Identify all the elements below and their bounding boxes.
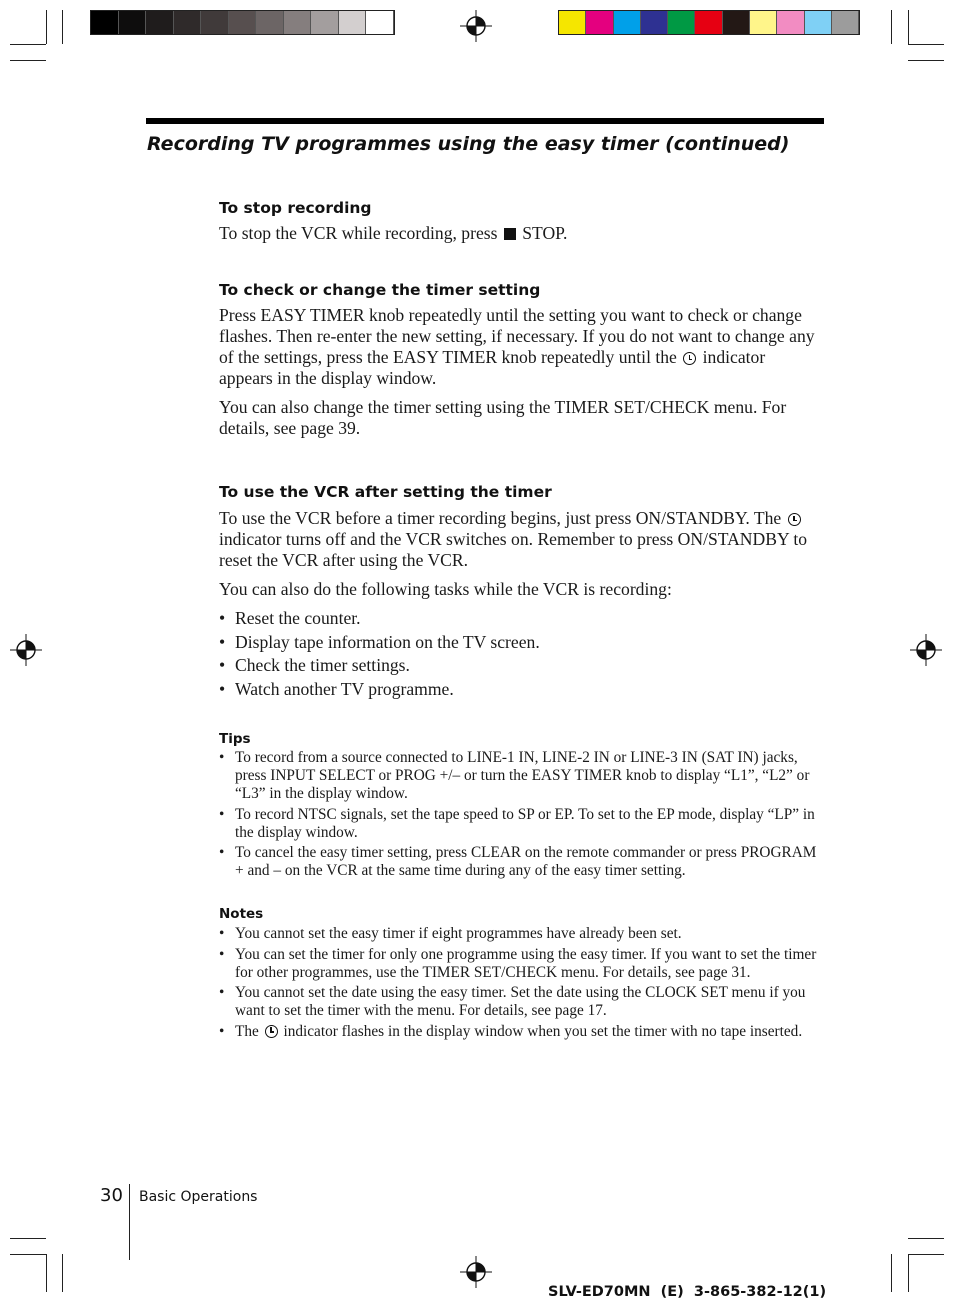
clock-icon bbox=[788, 513, 801, 526]
list-item: • To record NTSC signals, set the tape speed to SP or EP. To set to the EP mode, display “LP” in the display window. bbox=[219, 806, 825, 842]
crop-mark bbox=[10, 44, 46, 45]
use-vcr-paragraph-1 bbox=[219, 508, 819, 571]
list-item: • To record from a source connected to LINE-1 IN, LINE-2 IN or LINE-3 IN (SAT IN) jacks, press INPUT SELECT or PROG +/– or turn the EASY TIMER knob to display “L1”, “L2” or “L3” in the display window. bbox=[219, 749, 825, 803]
color-calibration-bar bbox=[558, 10, 860, 35]
stop-text-after: STOP. bbox=[522, 223, 568, 243]
notes-list bbox=[219, 925, 825, 1041]
color-swatch bbox=[586, 11, 613, 34]
list-item: • To cancel the easy timer setting, press CLEAR on the remote commander or press PROGRAM + and – on the VCR at the same time during any of the easy timer setting. bbox=[219, 844, 825, 880]
color-swatch bbox=[777, 11, 804, 34]
use-vcr-bullet-list bbox=[219, 607, 819, 701]
section-title: Recording TV programmes using the easy timer (continued) bbox=[147, 133, 790, 155]
check-para1-before: Press EASY TIMER knob repeatedly until the setting you want to check or change flashes. Then re-enter the new setting, if necessary. If you do not want to change any of the settings, press the EASY TIMER knob repeatedly until the bbox=[219, 305, 815, 367]
check-para1-after: indicator appears in the display window. bbox=[219, 347, 766, 388]
footer-divider bbox=[129, 1184, 130, 1260]
model-code: SLV-ED70MN (E) 3-865-382-12(1) bbox=[548, 1284, 827, 1300]
crop-mark bbox=[10, 60, 46, 61]
color-swatch bbox=[119, 11, 147, 34]
registration-target-icon bbox=[460, 1256, 492, 1288]
registration-target-icon bbox=[460, 10, 492, 42]
clock-icon bbox=[265, 1025, 278, 1038]
stop-heading: To stop recording bbox=[219, 199, 372, 217]
tips-heading: Tips bbox=[219, 731, 251, 747]
crop-mark bbox=[908, 1254, 909, 1292]
notes-last-before: The bbox=[235, 1022, 259, 1040]
notes-last-after: indicator flashes in the display window when you set the timer with no tape inserted. bbox=[283, 1022, 803, 1040]
gray-calibration-bar bbox=[90, 10, 395, 35]
use-vcr-para1-after: indicator turns off and the VCR switches on. Remember to press ON/STANDBY to reset the VCR after using the VCR. bbox=[219, 529, 808, 570]
color-swatch bbox=[832, 11, 859, 34]
color-swatch bbox=[614, 11, 641, 34]
stop-section bbox=[219, 199, 819, 244]
color-swatch bbox=[284, 11, 312, 34]
crop-mark bbox=[62, 1254, 63, 1292]
clock-icon bbox=[683, 352, 696, 365]
list-item: • Watch another TV programme. bbox=[219, 678, 819, 702]
color-swatch bbox=[366, 11, 394, 34]
color-swatch bbox=[256, 11, 284, 34]
crop-mark bbox=[891, 1254, 892, 1292]
crop-mark bbox=[46, 10, 47, 44]
footer-section-name: Basic Operations bbox=[139, 1189, 258, 1205]
tips-list bbox=[219, 749, 825, 880]
use-vcr-heading: To use the VCR after setting the timer bbox=[219, 483, 552, 501]
use-vcr-para1-before: To use the VCR before a timer recording begins, just press ON/STANDBY. The bbox=[219, 508, 782, 528]
stop-square-icon bbox=[504, 228, 516, 240]
color-swatch bbox=[695, 11, 722, 34]
color-swatch bbox=[750, 11, 777, 34]
color-swatch bbox=[559, 11, 586, 34]
color-swatch bbox=[311, 11, 339, 34]
crop-mark bbox=[908, 1254, 944, 1255]
check-paragraph-2: You can also change the timer setting using the TIMER SET/CHECK menu. For details, see page 39. bbox=[219, 397, 787, 438]
color-swatch bbox=[339, 11, 367, 34]
check-heading: To check or change the timer setting bbox=[219, 281, 541, 299]
use-vcr-paragraph-2: You can also do the following tasks while the VCR is recording: bbox=[219, 579, 672, 599]
list-item bbox=[219, 1023, 825, 1041]
check-section bbox=[219, 281, 819, 439]
color-swatch bbox=[174, 11, 202, 34]
crop-mark bbox=[891, 10, 892, 44]
notes-heading: Notes bbox=[219, 906, 264, 922]
list-item: • Reset the counter. bbox=[219, 607, 819, 631]
crop-mark bbox=[908, 10, 909, 44]
list-item: • You cannot set the date using the easy timer. Set the date using the CLOCK SET menu if you want to set the timer with the menu. For details, see page 17. bbox=[219, 984, 825, 1020]
header-rule bbox=[146, 118, 824, 124]
registration-target-icon bbox=[910, 634, 942, 666]
use-vcr-section bbox=[219, 483, 819, 701]
color-swatch bbox=[91, 11, 119, 34]
check-paragraph-1 bbox=[219, 305, 819, 389]
crop-mark bbox=[908, 60, 944, 61]
color-swatch bbox=[668, 11, 695, 34]
crop-mark bbox=[908, 44, 944, 45]
notes-section bbox=[219, 906, 825, 1043]
list-item: • You cannot set the easy timer if eight programmes have already been set. bbox=[219, 925, 825, 943]
crop-mark bbox=[908, 1238, 944, 1239]
color-swatch bbox=[805, 11, 832, 34]
stop-text-before: To stop the VCR while recording, press bbox=[219, 223, 498, 243]
crop-mark bbox=[46, 1254, 47, 1292]
color-swatch bbox=[229, 11, 257, 34]
page-number: 30 bbox=[100, 1185, 123, 1206]
tips-section bbox=[219, 731, 825, 883]
crop-mark bbox=[10, 1238, 46, 1239]
list-item: • You can set the timer for only one programme using the easy timer. If you want to set the timer for other programmes, use the TIMER SET/CHECK menu. For details, see page 31. bbox=[219, 946, 825, 982]
color-swatch bbox=[723, 11, 750, 34]
color-swatch bbox=[641, 11, 668, 34]
registration-target-icon bbox=[10, 634, 42, 666]
list-item: • Display tape information on the TV screen. bbox=[219, 631, 819, 655]
color-swatch bbox=[201, 11, 229, 34]
crop-mark bbox=[62, 10, 63, 44]
crop-mark bbox=[10, 1254, 46, 1255]
color-swatch bbox=[146, 11, 174, 34]
stop-text bbox=[219, 223, 819, 244]
list-item: • Check the timer settings. bbox=[219, 654, 819, 678]
